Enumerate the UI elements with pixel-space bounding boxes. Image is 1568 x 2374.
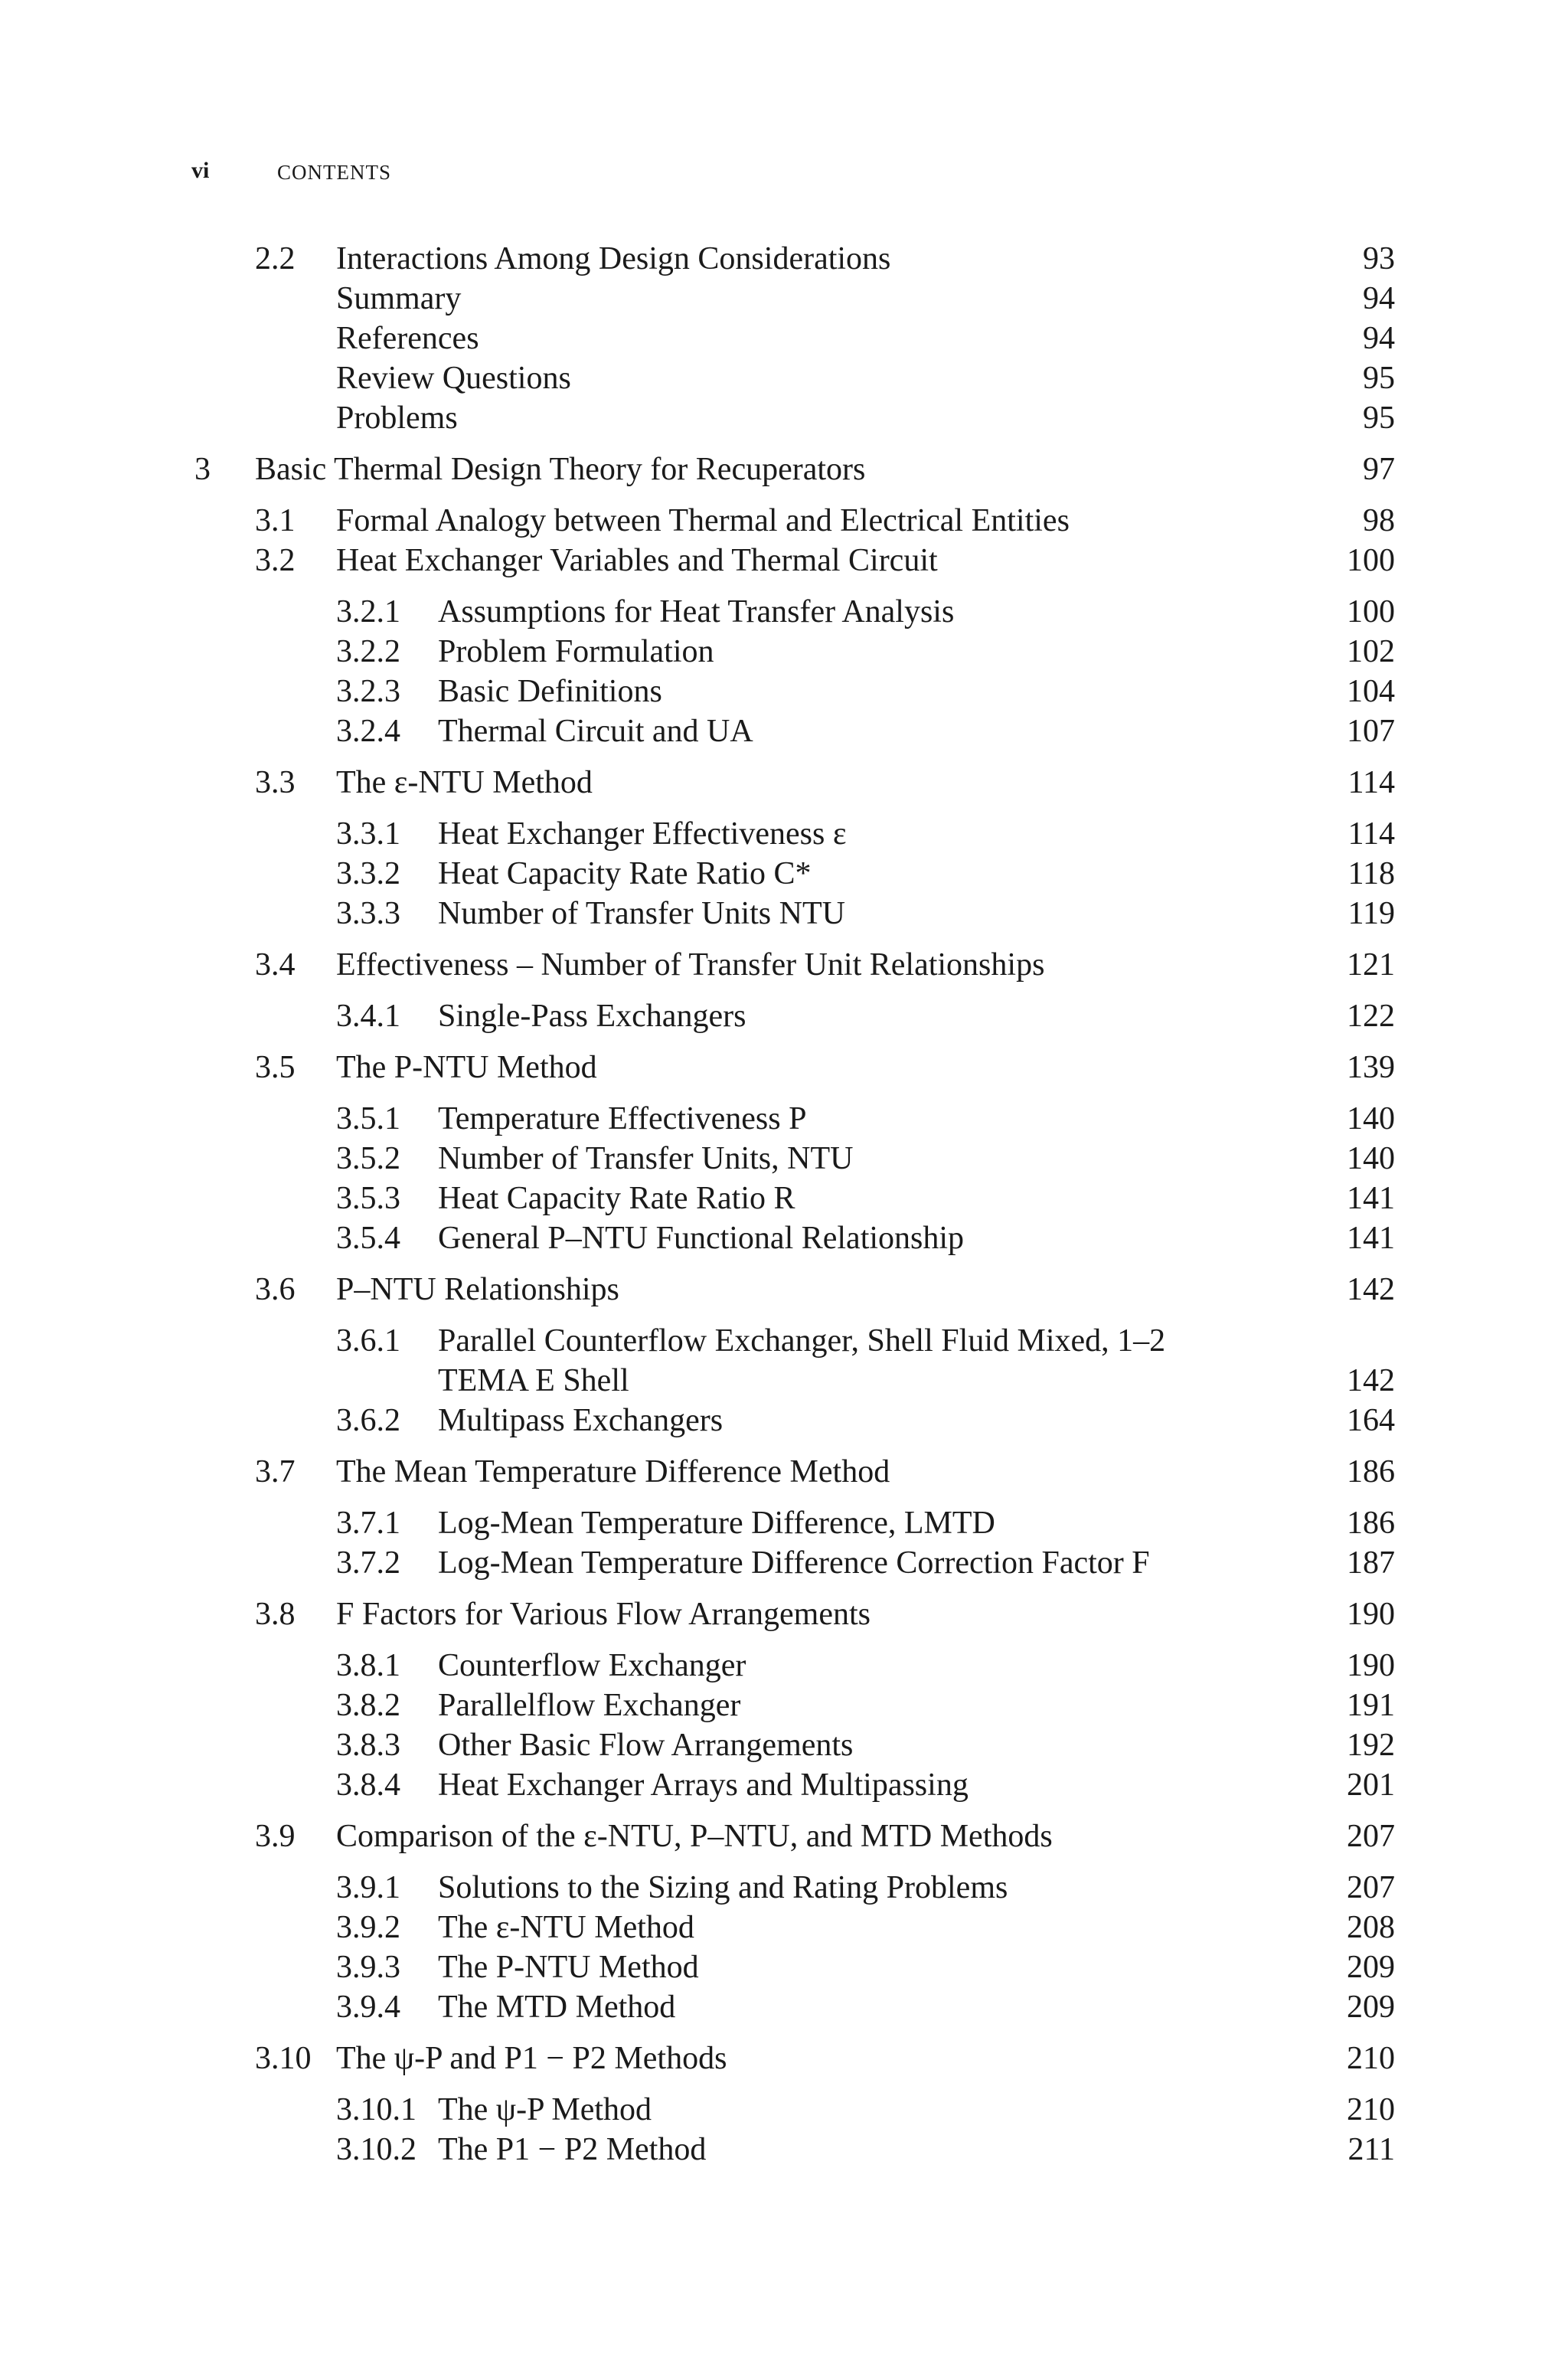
toc-page-number: 121 — [1347, 947, 1395, 983]
page-folio: vi — [191, 158, 210, 183]
toc-entry-title: Thermal Circuit and UA — [438, 714, 753, 749]
toc-page-number: 186 — [1347, 1506, 1395, 1541]
toc-entry-number: 3.9.3 — [336, 1950, 400, 1985]
toc-entry-number: 3.1 — [255, 503, 296, 538]
toc-entry-number: 3.5.4 — [336, 1221, 400, 1256]
toc-entry-number: 3.9.1 — [336, 1870, 400, 1905]
toc-page-number: 100 — [1347, 594, 1395, 629]
toc-page-number: 104 — [1347, 674, 1395, 709]
toc-entry-number: 3.8.4 — [336, 1767, 400, 1803]
toc-entry-title: Heat Capacity Rate Ratio R — [438, 1181, 795, 1216]
toc-entry-number: 3.8.2 — [336, 1688, 400, 1723]
toc-entry-number: 3.6 — [255, 1272, 296, 1307]
toc-entry-title: F Factors for Various Flow Arrangements — [336, 1597, 871, 1632]
toc-entry-number: 3.10 — [255, 2041, 312, 2076]
toc-entry-number: 2.2 — [255, 241, 296, 276]
toc-page-number: 114 — [1348, 816, 1395, 852]
toc-page-number: 208 — [1347, 1910, 1395, 1945]
toc-page-number: 102 — [1347, 634, 1395, 669]
toc-page-number: 118 — [1348, 856, 1395, 891]
toc-page-number: 190 — [1347, 1648, 1395, 1683]
toc-entry-number: 3 — [194, 452, 211, 487]
toc-entry-title: Single-Pass Exchangers — [438, 999, 746, 1034]
toc-entry-title: Assumptions for Heat Transfer Analysis — [438, 594, 955, 629]
toc-entry-title: The ψ-P Method — [438, 2092, 652, 2127]
toc-page-number: 93 — [1363, 241, 1395, 276]
toc-page-number: 98 — [1363, 503, 1395, 538]
toc-page-number: 122 — [1347, 999, 1395, 1034]
toc-entry-number: 3.6.1 — [336, 1323, 400, 1359]
toc-entry-title: Counterflow Exchanger — [438, 1648, 746, 1683]
toc-page-number: 142 — [1347, 1272, 1395, 1307]
toc-entry-number: 3.3 — [255, 765, 296, 800]
toc-page-number: 186 — [1347, 1454, 1395, 1489]
toc-entry-number: 3.2.3 — [336, 674, 400, 709]
toc-entry-title: Basic Thermal Design Theory for Recuperators — [255, 452, 866, 487]
toc-entry-number: 3.5 — [255, 1050, 296, 1085]
toc-page-number: 140 — [1347, 1141, 1395, 1176]
toc-entry-title: Log-Mean Temperature Difference Correction Factor F — [438, 1545, 1150, 1581]
toc-entry-number: 3.3.1 — [336, 816, 400, 852]
toc-entry-title: The P1 − P2 Method — [438, 2132, 707, 2167]
toc-entry-number: 3.4 — [255, 947, 296, 983]
toc-entry-title: Review Questions — [336, 361, 571, 396]
toc-entry-title: The MTD Method — [438, 1990, 676, 2025]
toc-entry-title: The ε-NTU Method — [336, 765, 593, 800]
toc-entry-number: 3.5.1 — [336, 1101, 400, 1136]
toc-entry-number: 3.5.2 — [336, 1141, 400, 1176]
toc-entry-number: 3.4.1 — [336, 999, 400, 1034]
toc-entry-title: The P-NTU Method — [438, 1950, 699, 1985]
toc-page-number: 107 — [1347, 714, 1395, 749]
toc-entry — [255, 239, 1342, 279]
toc-entry-title: P–NTU Relationships — [336, 1272, 619, 1307]
toc-page-number: 209 — [1347, 1950, 1395, 1985]
toc-entry-title: Heat Exchanger Arrays and Multipassing — [438, 1767, 969, 1803]
toc-entry-title: Log-Mean Temperature Difference, LMTD — [438, 1506, 995, 1541]
toc-entry-title: Formal Analogy between Thermal and Electrical Entities — [336, 503, 1070, 538]
toc-entry-title: Effectiveness – Number of Transfer Unit Relationships — [336, 947, 1045, 983]
toc-page-number: 94 — [1363, 321, 1395, 356]
toc-entry-number: 3.5.3 — [336, 1181, 400, 1216]
toc-page-number: 207 — [1347, 1870, 1395, 1905]
toc-entry-title: Summary — [336, 281, 462, 316]
toc-page-number: 209 — [1347, 1990, 1395, 2025]
toc-entry-title: The ψ-P and P1 − P2 Methods — [336, 2041, 727, 2076]
toc-entry-title: The ε-NTU Method — [438, 1910, 694, 1945]
toc-page-number: 100 — [1347, 543, 1395, 578]
toc-entry-number: 3.7.2 — [336, 1545, 400, 1581]
toc-entry-title: General P–NTU Functional Relationship — [438, 1221, 965, 1256]
toc-page-number: 139 — [1347, 1050, 1395, 1085]
toc-entry-title: Heat Capacity Rate Ratio C* — [438, 856, 812, 891]
toc-page-number: 210 — [1347, 2041, 1395, 2076]
toc-entry-title: Multipass Exchangers — [438, 1403, 724, 1438]
toc-entry-title: Parallel Counterflow Exchanger, Shell Fluid Mixed, 1–2 — [438, 1323, 1166, 1359]
toc-entry-number: 3.7 — [255, 1454, 296, 1489]
toc-page-number: 201 — [1347, 1767, 1395, 1803]
toc-entry-number: 3.9.4 — [336, 1990, 400, 2025]
toc-page-number: 141 — [1347, 1181, 1395, 1216]
toc-page-number: 164 — [1347, 1403, 1395, 1438]
toc-entry-title: Problem Formulation — [438, 634, 714, 669]
toc-entry-title: Interactions Among Design Considerations — [336, 241, 891, 276]
toc-page-number: 95 — [1363, 401, 1395, 436]
toc-entry-number: 3.3.3 — [336, 896, 400, 931]
toc-page-number: 191 — [1347, 1688, 1395, 1723]
toc-page-number: 141 — [1347, 1221, 1395, 1256]
toc-entry-title: Heat Exchanger Effectiveness ε — [438, 816, 847, 852]
running-title: CONTENTS — [277, 161, 391, 184]
toc-entry-number: 3.9.2 — [336, 1910, 400, 1945]
toc-page-number: 192 — [1347, 1728, 1395, 1763]
toc-entry-number: 3.8 — [255, 1597, 296, 1632]
toc-page-number: 95 — [1363, 361, 1395, 396]
toc-entry-title: Comparison of the ε-NTU, P–NTU, and MTD Methods — [336, 1819, 1053, 1854]
toc-entry-number: 3.8.3 — [336, 1728, 400, 1763]
toc-page-number: 210 — [1347, 2092, 1395, 2127]
toc-page-number: 207 — [1347, 1819, 1395, 1854]
toc-entry-title: Basic Definitions — [438, 674, 662, 709]
toc-page-number: 94 — [1363, 281, 1395, 316]
toc-entry-title: Heat Exchanger Variables and Thermal Circuit — [336, 543, 938, 578]
toc-entry-number: 3.2.1 — [336, 594, 400, 629]
toc-entry-number: 3.7.1 — [336, 1506, 400, 1541]
toc-entry-title: Temperature Effectiveness P — [438, 1101, 807, 1136]
toc-entry-title: Parallelflow Exchanger — [438, 1688, 741, 1723]
toc-page-number: 211 — [1348, 2132, 1395, 2167]
toc-entry-title: References — [336, 321, 479, 356]
toc-entry-title: Number of Transfer Units NTU — [438, 896, 845, 931]
toc-page-number: 142 — [1347, 1363, 1395, 1398]
toc-entry-number: 3.10.2 — [336, 2132, 416, 2167]
toc-entry-title: The Mean Temperature Difference Method — [336, 1454, 890, 1489]
toc-entry-title-continuation: TEMA E Shell — [438, 1363, 629, 1398]
toc-page-number: 119 — [1348, 896, 1395, 931]
toc-page-number: 140 — [1347, 1101, 1395, 1136]
toc-entry-number: 3.3.2 — [336, 856, 400, 891]
toc-entry-title: Number of Transfer Units, NTU — [438, 1141, 854, 1176]
toc-page-number: 114 — [1348, 765, 1395, 800]
toc-entry-number: 3.6.2 — [336, 1403, 400, 1438]
toc-page-number: 187 — [1347, 1545, 1395, 1581]
toc-entry-title: The P-NTU Method — [336, 1050, 597, 1085]
toc-entry-title: Other Basic Flow Arrangements — [438, 1728, 854, 1763]
toc-entry-number: 3.2.2 — [336, 634, 400, 669]
toc-entry-number: 3.9 — [255, 1819, 296, 1854]
toc-entry-number: 3.8.1 — [336, 1648, 400, 1683]
toc-entry-title: Solutions to the Sizing and Rating Problems — [438, 1870, 1008, 1905]
toc-entry-number: 3.2.4 — [336, 714, 400, 749]
toc-entry-title: Problems — [336, 401, 458, 436]
toc-entry-number: 3.10.1 — [336, 2092, 416, 2127]
toc-entry-number: 3.2 — [255, 543, 296, 578]
toc-page-number: 190 — [1347, 1597, 1395, 1632]
toc-page-number: 97 — [1363, 452, 1395, 487]
